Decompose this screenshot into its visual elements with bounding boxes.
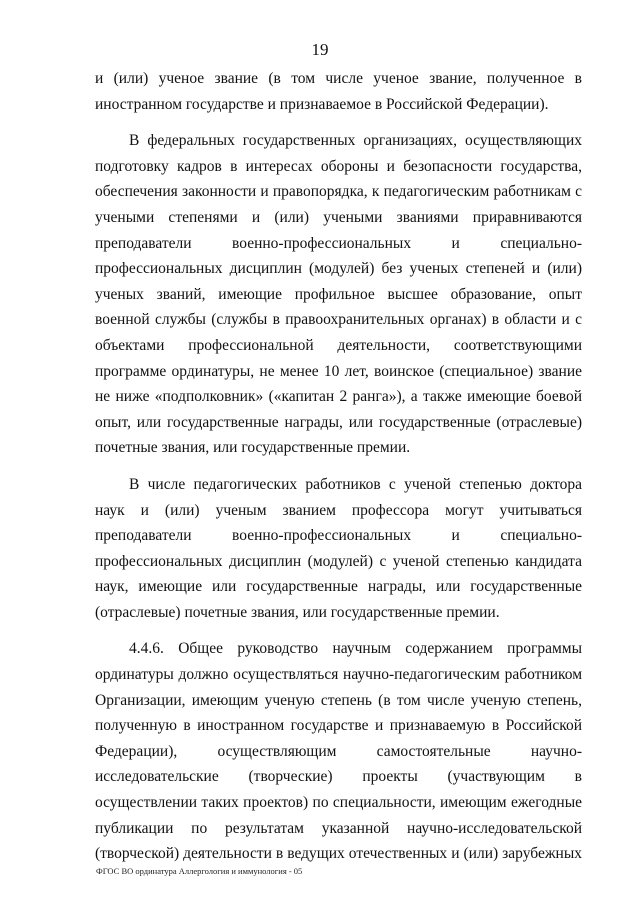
document-body [95, 66, 582, 878]
paragraph-doctors-of-science: В числе педагогических работников с ученой степенью доктора наук и (или) ученым званием профессора могут учитываться преподаватели военно-профессиональных и специально-профессиональных дисциплин (модулей) с ученой степенью кандидата наук, имеющие или государственные награды, или государственные (отраслевые) почетные звания, или государственные премии. [95, 475, 582, 621]
paragraph-section-4-4-6: 4.4.6. Общее руководство научным содержанием программы ординатуры должно осуществляться научно-педагогическим работником Организации, имеющим ученую степень (в том числе ученую степень, полученную в иностранном государстве и признаваемую в Российской Федерации), осуществляющим самостоятельные научно-исследовательские (творческие) проекты (участвующим в осуществлении таких проектов) по специальности, имеющим ежегодные публикации по результатам указанной научно-исследовательской (творческой) деятельности в ведущих отечественных и (или) зарубежных [95, 640, 582, 863]
page-footer: ФГОС ВО ординатура Аллергология и иммунология - 05 [96, 866, 303, 876]
paragraph-continuation: и (или) ученое звание (в том числе ученое звание, полученное в иностранном государстве и признаваемое в Российской Федерации). [95, 70, 582, 113]
paragraph-federal-organizations: В федеральных государственных организациях, осуществляющих подготовку кадров в интересах обороны и безопасности государства, обеспечения законности и правопорядка, к педагогическим работникам с учеными степенями и (или) учеными званиями приравниваются преподаватели военно-профессиональных и специально-профессиональных дисциплин (модулей) без ученых степеней и (или) ученых званий, имеющие профильное высшее образование, опыт военной службы (службы в правоохранительных органах) в области и с объектами профессиональной деятельности, соответствующими программе ординатуры, не менее 10 лет, воинское (специальное) звание не ниже «подполковник» («капитан 2 ранга»), а также имеющие боевой опыт, или государственные награды, или государственные (отраслевые) почетные звания, или государственные премии. [95, 132, 582, 457]
page-number: 19 [311, 40, 329, 59]
